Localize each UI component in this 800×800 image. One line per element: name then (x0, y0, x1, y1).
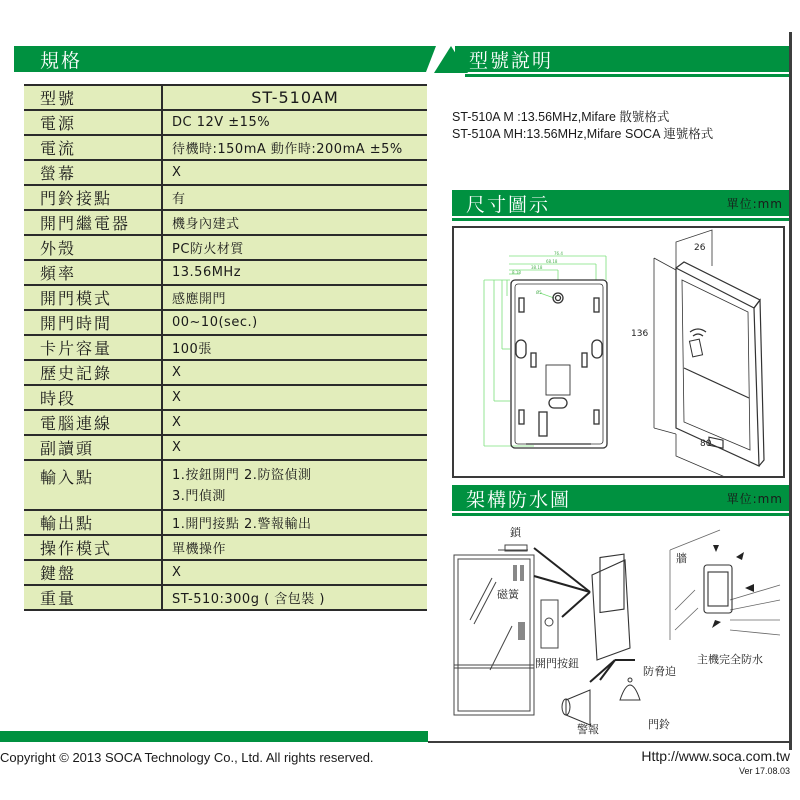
spec-key: 開門模式 (24, 285, 162, 310)
spec-value (162, 460, 427, 510)
dim-label: Ø5 (536, 290, 542, 295)
spec-key: 外殼 (24, 235, 162, 260)
spec-key: 輸出點 (24, 510, 162, 535)
install-underline (452, 513, 789, 516)
dimensions-drawing (452, 226, 785, 478)
spec-row (24, 160, 427, 185)
spec-value: X (162, 435, 427, 460)
spec-value: 00~10(sec.) (162, 310, 427, 335)
spec-title: 規格 (40, 49, 83, 72)
model-desc-text (452, 109, 713, 143)
alarm-horn-icon (562, 690, 590, 725)
bell-icon (620, 678, 640, 700)
spec-row (24, 560, 427, 585)
dim-label: 8.18 (512, 270, 521, 275)
spec-row (24, 510, 427, 535)
install-unit: 單位:mm (726, 491, 783, 506)
spec-value: DC 12V ±15% (162, 110, 427, 135)
bottom-rule (428, 741, 792, 743)
dimensions-unit: 單位:mm (726, 196, 783, 211)
spec-key: 操作模式 (24, 535, 162, 560)
dim-label: 38.18 (531, 265, 543, 270)
spec-value: ST-510:300g ( 含包裝 ) (162, 585, 427, 610)
spec-key: 開門繼電器 (24, 210, 162, 235)
spec-value: X (162, 360, 427, 385)
model-desc-line: ST-510A MH:13.56MHz,Mifare SOCA 連號格式 (452, 127, 714, 141)
spec-value-line: 3.門偵測 (172, 489, 226, 504)
iso-width-label: 80 (700, 439, 712, 449)
dim-label: 68.18 (546, 259, 558, 264)
wall-and-rain (670, 530, 780, 640)
spec-table (24, 84, 427, 611)
exit-button-outline (541, 600, 558, 648)
right-border-rule (789, 32, 792, 750)
label-exit-button: 開門按鈕 (535, 657, 579, 670)
spec-row (24, 585, 427, 610)
spec-row (24, 110, 427, 135)
spec-key: 型號 (24, 85, 162, 110)
spec-row (24, 135, 427, 160)
spec-key: 重量 (24, 585, 162, 610)
spec-value: 感應開門 (162, 285, 427, 310)
spec-value: 機身內建式 (162, 210, 427, 235)
spec-key: 輸入點 (24, 460, 162, 510)
spec-key: 鍵盤 (24, 560, 162, 585)
spec-row (24, 385, 427, 410)
iso-height-label: 136 (631, 329, 649, 339)
install-diagram (440, 520, 790, 742)
model-desc-title: 型號說明 (469, 49, 554, 72)
label-alarm: 警報 (577, 723, 599, 736)
bottom-green-bar (0, 731, 428, 742)
spec-row (24, 185, 427, 210)
model-desc-header (455, 46, 789, 72)
spec-value: 13.56MHz (162, 260, 427, 285)
spec-value: 1.開門接點 2.警報輸出 (162, 510, 427, 535)
dimensions-header (452, 190, 789, 216)
spec-row (24, 260, 427, 285)
back-dimension-lines (484, 256, 606, 446)
spec-row (24, 535, 427, 560)
copyright-text: Copyright © 2013 SOCA Technology Co., Ltd. All rights reserved. (0, 750, 374, 765)
spec-key: 電源 (24, 110, 162, 135)
spec-row (24, 435, 427, 460)
spec-row (24, 310, 427, 335)
dimensions-title: 尺寸圖示 (466, 193, 551, 216)
spec-row (24, 360, 427, 385)
spec-key: 副讀頭 (24, 435, 162, 460)
spec-row (24, 285, 427, 310)
spec-value: X (162, 560, 427, 585)
spec-key: 頻率 (24, 260, 162, 285)
spec-value: 待機時:150mA 動作時:200mA ±5% (162, 135, 427, 160)
label-duress: 防脅迫 (643, 665, 676, 678)
spec-key: 螢幕 (24, 160, 162, 185)
spec-key: 電流 (24, 135, 162, 160)
install-title: 架構防水圖 (466, 488, 572, 511)
website-link[interactable]: Http://www.soca.com.tw (641, 748, 790, 764)
spec-key: 電腦連線 (24, 410, 162, 435)
back-plate-outline (511, 280, 607, 448)
spec-value: X (162, 160, 427, 185)
label-waterproof: 主機完全防水 (697, 653, 763, 666)
waterproof-device (704, 565, 732, 613)
spec-row (24, 410, 427, 435)
spec-header (14, 46, 426, 72)
spec-value: ST-510AM (162, 85, 427, 110)
spec-key: 時段 (24, 385, 162, 410)
spec-value: X (162, 410, 427, 435)
spec-row (24, 335, 427, 360)
label-wall: 牆 (676, 552, 687, 565)
spec-value-line: 1.按鈕開門 2.防盜偵測 (172, 468, 312, 483)
spec-value: 100張 (162, 335, 427, 360)
install-header (452, 485, 789, 511)
spec-value: X (162, 385, 427, 410)
spec-row (24, 460, 427, 510)
version-text: Ver 17.08.03 (738, 766, 790, 776)
spec-row (24, 210, 427, 235)
spec-row (24, 235, 427, 260)
spec-key: 開門時間 (24, 310, 162, 335)
model-desc-line: ST-510A M :13.56MHz,Mifare 散號格式 (452, 110, 670, 124)
spec-value: 單機操作 (162, 535, 427, 560)
spec-row (24, 85, 427, 110)
label-lock: 鎖 (510, 526, 521, 539)
spec-key: 歷史記錄 (24, 360, 162, 385)
label-magnet: 磁簧 (497, 588, 519, 601)
reader-device (592, 554, 630, 660)
dimension-diagram (454, 228, 783, 476)
spec-value: PC防火材質 (162, 235, 427, 260)
model-desc-underline (465, 74, 789, 77)
label-doorbell: 門鈴 (648, 718, 670, 731)
dim-label: 76.4 (554, 251, 563, 256)
spec-value: 有 (162, 185, 427, 210)
dimensions-underline (452, 218, 789, 221)
spec-key: 卡片容量 (24, 335, 162, 360)
spec-key: 門鈴接點 (24, 185, 162, 210)
iso-depth-label: 26 (694, 243, 706, 253)
